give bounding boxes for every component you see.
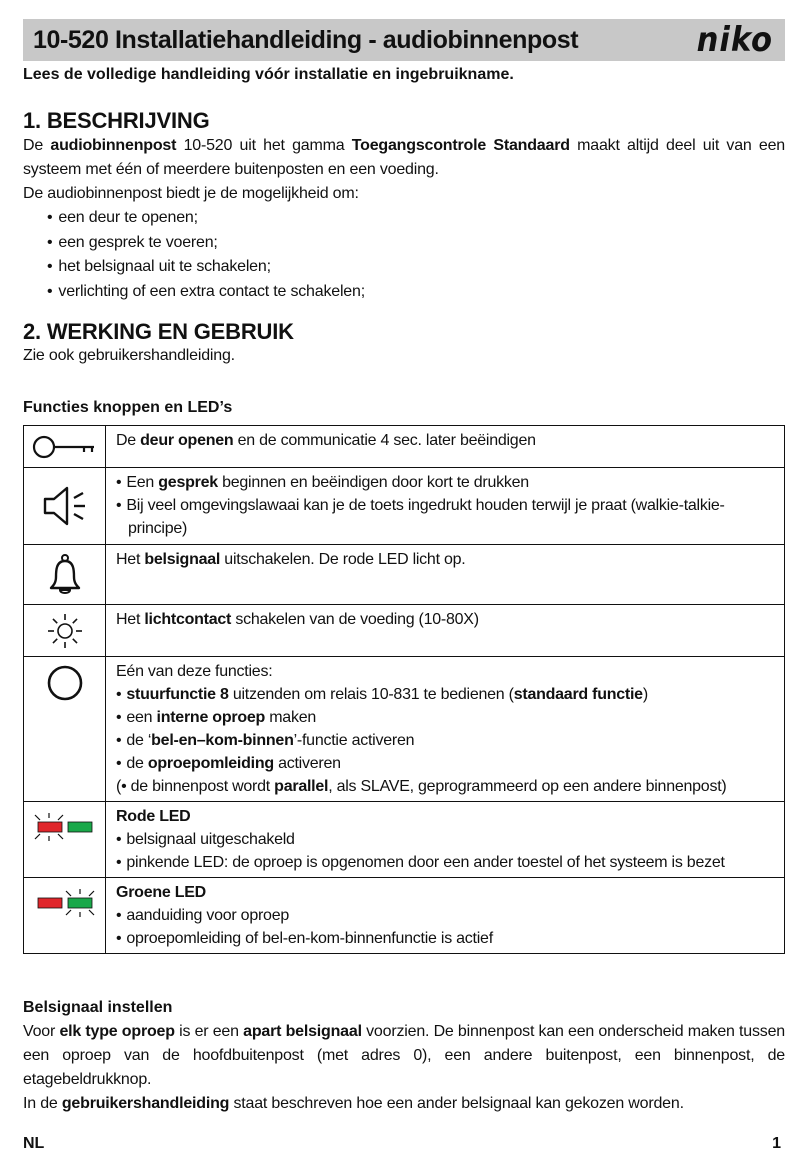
list-item: • verlichting of een extra contact te schakelen;: [47, 280, 785, 305]
functions-heading: Functies knoppen en LED’s: [23, 399, 233, 416]
bell-icon: [24, 553, 105, 597]
table-row: [24, 426, 785, 468]
text-run: maakt altijd deel uit van een systeem met één of meerdere buitenposten en een voeding.: [23, 137, 786, 178]
bullet-line: [116, 729, 776, 752]
belsignaal-heading: Belsignaal instellen: [23, 999, 173, 1016]
header-bar: [23, 19, 785, 61]
light-icon: [24, 611, 105, 651]
brand-logo: niko: [696, 20, 773, 60]
document-title: 10-520 Installatiehandleiding - audiobinnenpost: [33, 26, 579, 54]
text-line: [116, 660, 776, 683]
section-1-paragraph-2: De audiobinnenpost biedt je de mogelijkheid om:: [23, 185, 359, 202]
section-1-body: [23, 134, 785, 304]
description-cell: [106, 657, 785, 802]
icon-cell: [24, 878, 106, 954]
green-led-icon: [24, 878, 105, 920]
bold-text: belsignaal: [144, 551, 221, 568]
functions-table: [23, 425, 785, 954]
bold-text: interne oproep: [156, 709, 266, 726]
text-run: 10-520 uit het gamma: [176, 137, 352, 154]
circle-button-icon: [24, 657, 105, 703]
icon-cell: [24, 426, 106, 468]
text-line: [116, 517, 776, 540]
section-1-paragraph: [23, 134, 785, 182]
icon-cell: [24, 802, 106, 878]
bold-text: bel-en–kom-binnen: [151, 732, 294, 749]
icon-cell: [24, 657, 106, 802]
text-run: ’-functie activeren: [293, 732, 415, 749]
text-run: voorzien. De binnenpost kan een onderscheid maken tussen een oproep van de hoofdbuitenpost (met adres 0), een andere buitenpost, een binnenpost, de etagebeldrukknop.: [23, 1023, 785, 1088]
text-run: en de communicatie 4 sec. later beëindigen: [233, 432, 536, 449]
bold-text: Groene LED: [116, 884, 206, 901]
text-run: schakelen van de voeding (10-80X): [231, 611, 479, 628]
description-cell: [106, 545, 785, 605]
text-run: principe): [128, 520, 188, 537]
text-run: pinkende LED: de oproep is opgenomen door een ander toestel of het systeem is bezet: [126, 854, 725, 871]
text-line: [116, 548, 776, 571]
bullet-line: [116, 683, 776, 706]
text-run: aanduiding voor oproep: [126, 907, 289, 924]
text-run: De: [116, 432, 141, 449]
bold-text: Rode LED: [116, 808, 191, 825]
table-row: [24, 657, 785, 802]
text-line: [116, 805, 776, 828]
bullet-line: [116, 706, 776, 729]
bullet-line: [116, 471, 776, 494]
text-run: de ‘: [126, 732, 152, 749]
icon-cell: [24, 545, 106, 605]
intro-note: Lees de volledige handleiding vóór installatie en ingebruikname.: [23, 66, 514, 83]
bullet-line: [116, 828, 776, 851]
key-icon: [24, 432, 105, 462]
table-row: [24, 468, 785, 545]
text-run: is er een: [174, 1023, 244, 1040]
belsignaal-paragraph: [23, 1020, 785, 1092]
section-1-heading: 1. BESCHRIJVING: [23, 108, 210, 133]
bold-text: deur openen: [140, 432, 234, 449]
text-run: Voor: [23, 1023, 60, 1040]
description-cell: [106, 878, 785, 954]
bold-text: audiobinnenpost: [50, 137, 177, 154]
bold-text: apart belsignaal: [243, 1023, 362, 1040]
list-item: • een gesprek te voeren;: [47, 231, 785, 256]
section-2-heading: 2. WERKING EN GEBRUIK: [23, 319, 294, 344]
description-cell: [106, 802, 785, 878]
text-run: In de: [23, 1095, 62, 1112]
text-line: [116, 429, 776, 452]
text-run: de: [126, 755, 148, 772]
table-row: [24, 545, 785, 605]
bold-text: stuurfunctie 8: [126, 686, 229, 703]
text-run: De: [23, 137, 51, 154]
speaker-icon: [24, 484, 105, 528]
icon-cell: [24, 468, 106, 545]
text-run: Een: [126, 474, 159, 491]
text-run: Bij veel omgevingslawaai kan je de toets ingedrukt houden terwijl je praat (walkie-talkie-: [126, 497, 725, 514]
text-run: Eén van deze functies:: [116, 663, 273, 680]
bullet-line: [116, 851, 776, 874]
list-item: • een deur te openen;: [47, 206, 785, 231]
icon-cell: [24, 605, 106, 657]
bullet-line: [116, 904, 776, 927]
text-line: [116, 881, 776, 904]
section-2-subtext: Zie ook gebruikershandleiding.: [23, 347, 235, 364]
description-cell: [106, 605, 785, 657]
bold-text: elk type oproep: [59, 1023, 175, 1040]
belsignaal-paragraph-2: [23, 1092, 785, 1116]
bullet-line: [116, 927, 776, 950]
feature-list: [23, 206, 785, 304]
text-line: [116, 608, 776, 631]
bold-text: Toegangscontrole Standaard: [351, 137, 570, 154]
text-run: oproepomleiding of bel-en-kom-binnenfunctie is actief: [126, 930, 493, 947]
bold-text: gebruikershandleiding: [61, 1095, 230, 1112]
bullet-line: [116, 752, 776, 775]
text-run: , als SLAVE, geprogrammeerd op een andere binnenpost): [328, 778, 727, 795]
text-run: staat beschreven hoe een ander belsignaal kan gekozen worden.: [229, 1095, 684, 1112]
text-run: Het: [116, 551, 145, 568]
text-run: uitzenden om relais 10-831 te bedienen (: [228, 686, 514, 703]
bold-text: gesprek: [158, 474, 218, 491]
text-run: een: [126, 709, 157, 726]
red-led-icon: [24, 802, 105, 844]
footer-page-number: 1: [772, 1135, 781, 1152]
list-item: • het belsignaal uit te schakelen;: [47, 255, 785, 280]
description-cell: [106, 426, 785, 468]
text-line: [116, 775, 776, 798]
table-row: [24, 605, 785, 657]
text-run: belsignaal uitgeschakeld: [126, 831, 295, 848]
text-run: Het: [116, 611, 145, 628]
table-row: [24, 878, 785, 954]
text-run: ): [642, 686, 648, 703]
text-run: maken: [265, 709, 316, 726]
text-run: uitschakelen. De rode LED licht op.: [220, 551, 466, 568]
footer-language: NL: [23, 1135, 45, 1152]
description-cell: [106, 468, 785, 545]
bold-text: standaard functie: [513, 686, 643, 703]
text-run: activeren: [273, 755, 341, 772]
text-run: (• de binnenpost wordt: [116, 778, 275, 795]
bullet-line: [116, 494, 776, 517]
belsignaal-body: [23, 1020, 785, 1116]
table-row: [24, 802, 785, 878]
bold-text: oproepomleiding: [147, 755, 274, 772]
text-run: beginnen en beëindigen door kort te drukken: [217, 474, 529, 491]
bold-text: parallel: [274, 778, 329, 795]
bold-text: lichtcontact: [144, 611, 232, 628]
